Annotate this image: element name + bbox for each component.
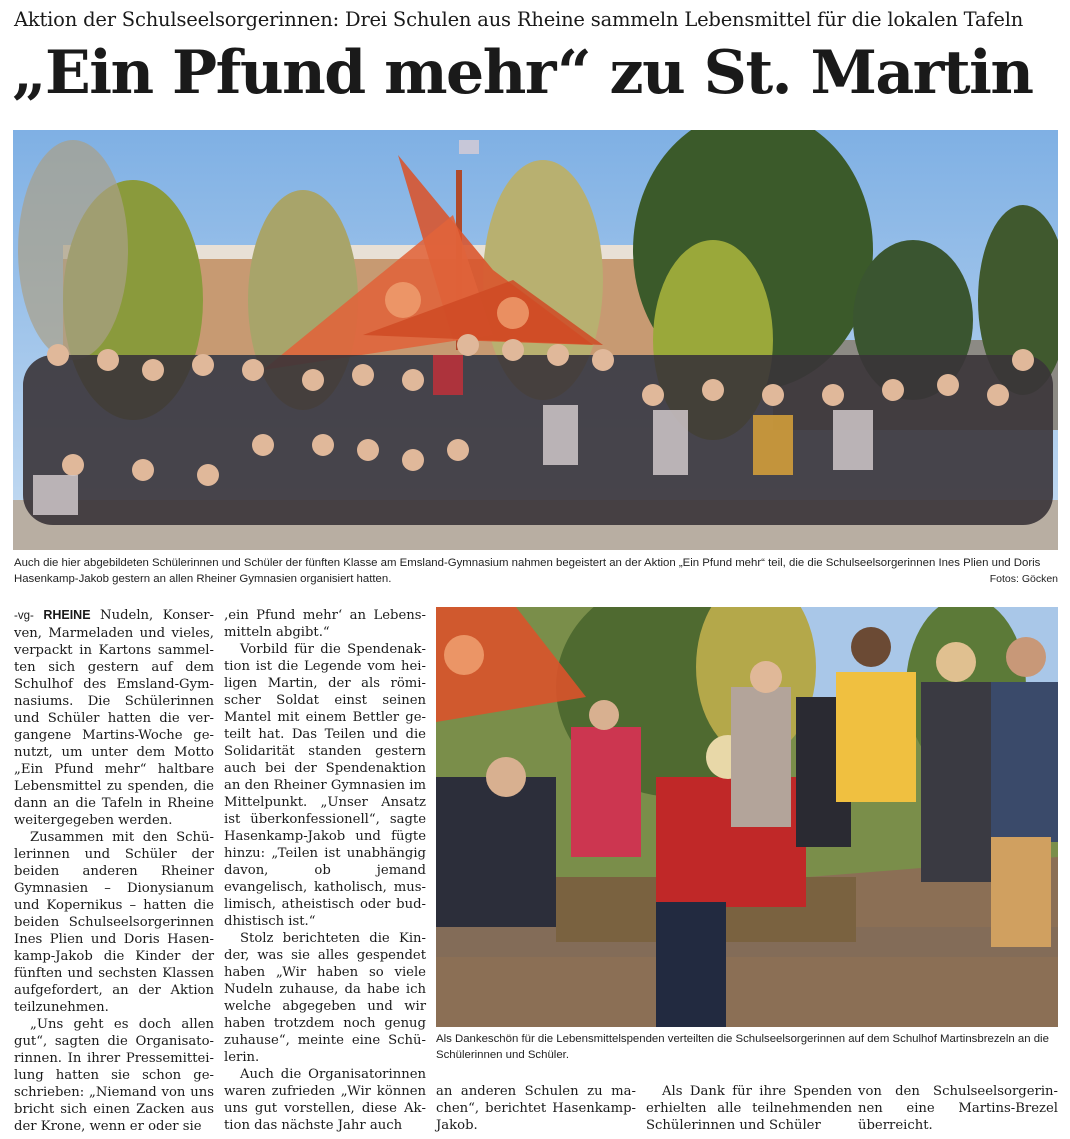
byline: -vg- xyxy=(14,610,34,622)
paragraph: Vorbild für die Spendenaktion ist die Legende vom heiligen Martin, der als römischer Soldat einst seinen Mantel mit einem Bettler geteilt hat. Das Teilen und die Solidarität standen gestern auch bei der Spendenaktion an den Rheiner Gymnasien im Mittelpunkt. „Unser Ansatz ist überkonfessionell“, sagte Hasenkamp-Jakob und fügte hinzu: „Teilen ist unabhängig davon, ob jemand evangelisch, katholisch, muslimisch, atheistisch oder buddhistisch ist.“ xyxy=(224,642,426,929)
headline: „Ein Pfund mehr“ zu St. Martin xyxy=(12,38,1033,108)
body-column-3 xyxy=(436,1083,636,1134)
paragraph: ‚ein Pfund mehr‘ an Lebensmitteln abgibt.“ xyxy=(224,608,426,640)
paragraph: Zusammen mit den Schülerinnen und Schüler der beiden anderen Rheiner Gymnasien – Dionysianum und Kopernikus – hatten die beiden Schulseelsorgerinnen Ines Plien und Doris Hasenkamp-Jakob die Kinder der fünften und sechsten Klassen aufgefordert, an der Aktion teilzunehmen. xyxy=(14,830,214,1015)
kicker: Aktion der Schulseelsorgerinnen: Drei Schulen aus Rheine sammeln Lebensmittel für die lokalen Tafeln xyxy=(14,8,1024,31)
paragraph: von den Schulseelsorgerinnen eine Martins-Brezel überreicht. xyxy=(858,1084,1058,1133)
group-photo-caption xyxy=(14,555,1058,587)
dateline: RHEINE xyxy=(43,608,91,622)
lead-paragraph xyxy=(14,607,214,829)
group-photo-caption-text: Auch die hier abgebildeten Schülerinnen und Schüler der fünften Klasse am Emsland-Gymnasium nahmen begeistert an der Aktion „Ein Pfund mehr“ teil, die die Schulseelsorgerinnen Ines Plien und Doris Hasenkamp-Jakob gestern an allen Rheiner Gymnasien organisiert hatten. xyxy=(14,557,1041,585)
body-column-2 xyxy=(224,607,426,1134)
paragraph: „Uns geht es doch allen gut“, sagten die Organisatorinnen. In ihrer Pressemitteilung hatten sie schon geschrieben: „Niemand von uns bricht sich einen Zacken aus der Krone, wenn er oder sie xyxy=(14,1017,214,1134)
group-photo xyxy=(13,130,1058,550)
photo-credit: Fotos: Göcken xyxy=(989,573,1058,585)
body-column-1 xyxy=(14,607,214,1135)
body-column-5 xyxy=(858,1083,1058,1134)
brezel-photo-caption: Als Dankeschön für die Lebensmittelspenden verteilten die Schulseelsorgerinnen auf dem Schulhof Martinsbrezeln an die Schülerinnen und Schüler. xyxy=(436,1033,1049,1061)
paragraph: Stolz berichteten die Kinder, was sie alles gespendet haben „Wir haben so viele Nudeln zuhause, da habe ich welche abgegeben und wir haben trotzdem noch genug zuhause“, meinte eine Schülerin. xyxy=(224,931,426,1065)
paragraph: an anderen Schulen zu machen“, berichtet Hasenkamp-Jakob. xyxy=(436,1084,636,1133)
brezel-photo xyxy=(436,607,1058,1027)
paragraph: Als Dank für ihre Spenden erhielten alle teilnehmenden Schülerinnen und Schüler xyxy=(646,1084,852,1133)
body-column-4 xyxy=(646,1083,852,1134)
paragraph: Auch die Organisatorinnen waren zufrieden „Wir können uns gut vorstellen, diese Aktion das nächste Jahr auch xyxy=(224,1067,426,1133)
paragraph-text: Nudeln, Konserven, Marmeladen und vieles, verpackt in Kartons sammelten sich gestern auf dem Schulhof des Emsland-Gymnasiums. Die Schülerinnen und Schüler hatten die vergangene Martins-Woche genutzt, um unter dem Motto „Ein Pfund mehr“ haltbare Lebensmittel zu spenden, die dann an die Tafeln in Rheine weitergegeben werden. xyxy=(14,608,214,828)
